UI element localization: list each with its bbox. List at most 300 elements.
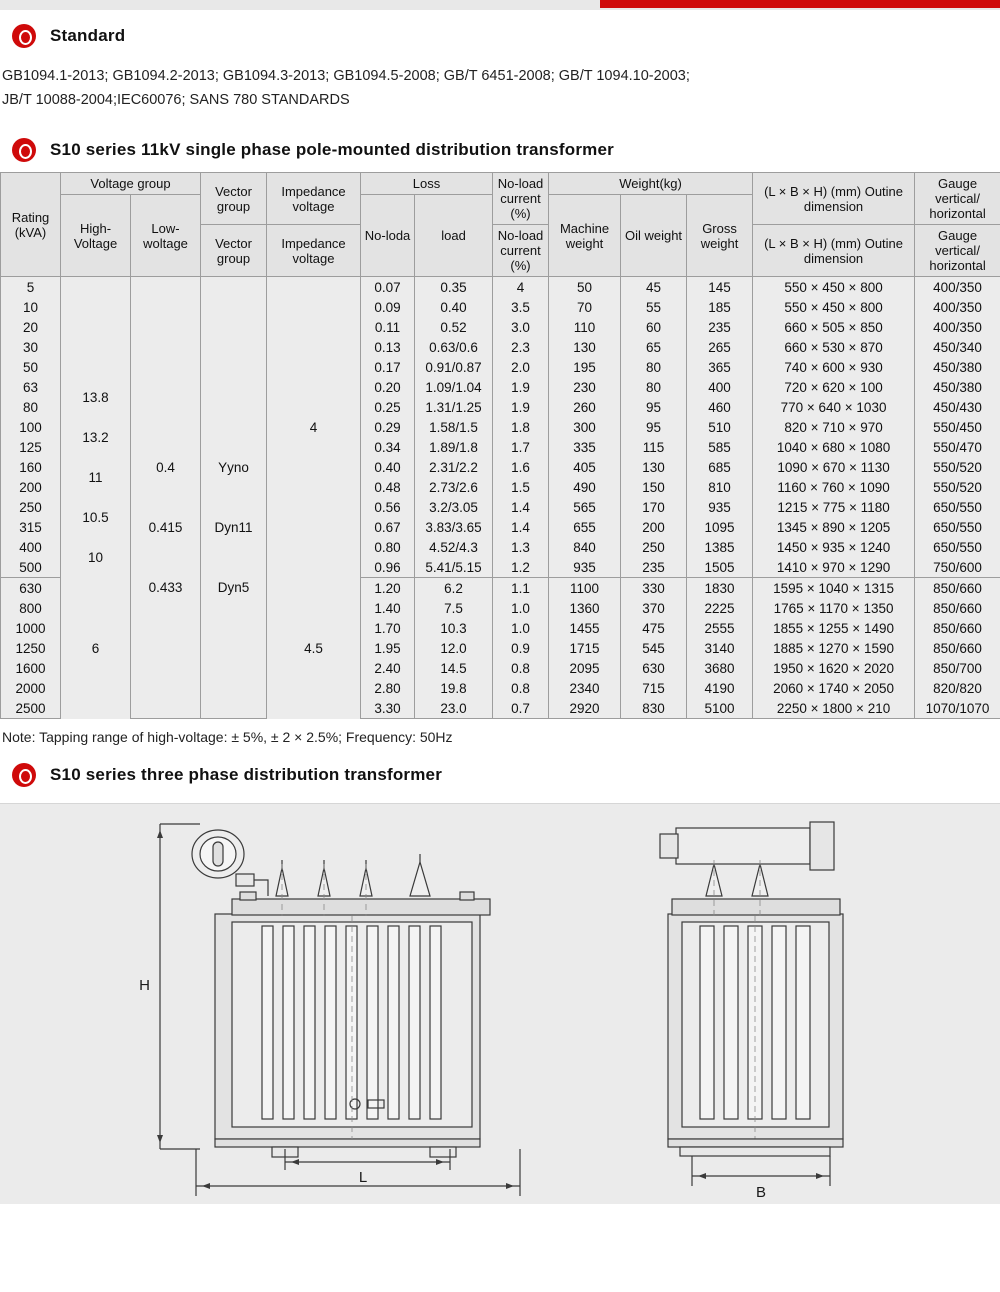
cell-oil-weight: 55 [621, 297, 687, 317]
cell-loss-noload: 0.40 [361, 457, 415, 477]
cell-oil-weight: 60 [621, 317, 687, 337]
cell-gross-weight: 935 [687, 497, 753, 517]
table-row [1, 638, 1000, 658]
cell-loss-load: 1.09/1.04 [415, 377, 493, 397]
cell-noload-current: 1.4 [493, 517, 549, 537]
cell-vector-group: Dyn11 [201, 497, 267, 557]
cell-noload-current: 1.1 [493, 578, 549, 599]
cell-loss-load: 1.31/1.25 [415, 397, 493, 417]
cell-loss-noload: 0.09 [361, 297, 415, 317]
cell-oil-weight: 115 [621, 437, 687, 457]
cell-gauge: 550/520 [915, 457, 1000, 477]
cell-gross-weight: 365 [687, 357, 753, 377]
cell-loss-load: 0.52 [415, 317, 493, 337]
cell-impedance-voltage: 4.5 [267, 578, 361, 719]
cell-machine-weight: 490 [549, 477, 621, 497]
cell-vector-group [201, 638, 267, 658]
cell-gross-weight: 265 [687, 337, 753, 357]
cell-impedance-voltage: 4 [267, 277, 361, 578]
cell-rating: 200 [1, 477, 61, 497]
cell-gross-weight: 1830 [687, 578, 753, 599]
cell-gauge: 550/470 [915, 437, 1000, 457]
cell-loss-noload: 0.29 [361, 417, 415, 437]
cell-outline-dimension: 720 × 620 × 100 [753, 377, 915, 397]
cell-low-voltage: 0.415 [131, 497, 201, 557]
cell-outline-dimension: 2060 × 1740 × 2050 [753, 678, 915, 698]
cell-gauge: 450/380 [915, 377, 1000, 397]
table-row [1, 618, 1000, 638]
cell-noload-current: 0.8 [493, 678, 549, 698]
cell-gross-weight: 145 [687, 277, 753, 298]
cell-outline-dimension: 660 × 505 × 850 [753, 317, 915, 337]
cell-loss-noload: 2.40 [361, 658, 415, 678]
cell-machine-weight: 935 [549, 557, 621, 578]
cell-oil-weight: 45 [621, 277, 687, 298]
cell-rating: 1000 [1, 618, 61, 638]
cell-noload-current: 4 [493, 277, 549, 298]
cell-low-voltage: 0.4 [131, 437, 201, 497]
cell-gross-weight: 185 [687, 297, 753, 317]
th-high-voltage: High-Voltage [61, 195, 131, 277]
cell-loss-load: 2.73/2.6 [415, 477, 493, 497]
th-impedance-voltage: Impedance voltage [267, 173, 361, 225]
section-header-standard [0, 10, 1000, 58]
cell-oil-weight: 200 [621, 517, 687, 537]
cell-rating: 2000 [1, 678, 61, 698]
cell-outline-dimension: 1595 × 1040 × 1315 [753, 578, 915, 599]
cell-outline-dimension: 550 × 450 × 800 [753, 277, 915, 298]
cell-machine-weight: 2920 [549, 698, 621, 719]
cell-low-voltage [131, 618, 201, 638]
cell-outline-dimension: 1160 × 760 × 1090 [753, 477, 915, 497]
cell-machine-weight: 300 [549, 417, 621, 437]
spec-table [0, 172, 1000, 719]
cell-rating: 315 [1, 517, 61, 537]
cell-machine-weight: 2340 [549, 678, 621, 698]
standard-text-line2: JB/T 10088-2004;IEC60076; SANS 780 STANDARDS [2, 92, 350, 108]
cell-loss-load: 19.8 [415, 678, 493, 698]
table-body [1, 277, 1000, 719]
cell-oil-weight: 95 [621, 397, 687, 417]
cell-rating: 20 [1, 317, 61, 337]
cell-oil-weight: 250 [621, 537, 687, 557]
cell-oil-weight: 65 [621, 337, 687, 357]
cell-rating: 30 [1, 337, 61, 357]
cell-loss-noload: 0.25 [361, 397, 415, 417]
cell-gross-weight: 5100 [687, 698, 753, 719]
table-row [1, 397, 1000, 417]
cell-loss-noload: 0.48 [361, 477, 415, 497]
cell-high-voltage [61, 297, 131, 317]
cell-loss-noload: 0.13 [361, 337, 415, 357]
cell-loss-load: 6.2 [415, 578, 493, 599]
cell-outline-dimension: 1855 × 1255 × 1490 [753, 618, 915, 638]
cell-gross-weight: 4190 [687, 678, 753, 698]
cell-machine-weight: 1715 [549, 638, 621, 658]
dimension-label-b: B [755, 1184, 767, 1201]
standard-text-line1: GB1094.1-2013; GB1094.2-2013; GB1094.3-2013; GB1094.5-2008; GB/T 6451-2008; GB/T 1094.10-2003; [2, 68, 690, 84]
cell-loss-load: 10.3 [415, 618, 493, 638]
cell-loss-noload: 1.95 [361, 638, 415, 658]
cell-loss-load: 2.31/2.2 [415, 457, 493, 477]
cell-gauge: 450/430 [915, 397, 1000, 417]
cell-loss-noload: 3.30 [361, 698, 415, 719]
cell-gross-weight: 460 [687, 397, 753, 417]
cell-outline-dimension: 1090 × 670 × 1130 [753, 457, 915, 477]
th-machine-weight: Machine weight [549, 195, 621, 277]
cell-vector-group [201, 357, 267, 377]
table-row [1, 277, 1000, 298]
cell-gauge: 650/550 [915, 497, 1000, 517]
cell-loss-load: 0.40 [415, 297, 493, 317]
table-row [1, 678, 1000, 698]
cell-high-voltage [61, 357, 131, 377]
cell-high-voltage: 10 [61, 537, 131, 578]
cell-machine-weight: 230 [549, 377, 621, 397]
cell-machine-weight: 260 [549, 397, 621, 417]
cell-rating: 1250 [1, 638, 61, 658]
cell-machine-weight: 840 [549, 537, 621, 557]
th-low-voltage: Low-woltage [131, 195, 201, 277]
table-note: Note: Tapping range of high-voltage: ± 5%, ± 2 × 2.5%; Frequency: 50Hz [2, 729, 453, 745]
cell-machine-weight: 70 [549, 297, 621, 317]
table-row [1, 698, 1000, 719]
cell-oil-weight: 630 [621, 658, 687, 678]
cell-rating: 50 [1, 357, 61, 377]
cell-vector-group [201, 317, 267, 337]
cell-rating: 100 [1, 417, 61, 437]
cell-loss-load: 0.91/0.87 [415, 357, 493, 377]
cell-outline-dimension: 2250 × 1800 × 210 [753, 698, 915, 719]
th-rating: Rating (kVA) [1, 173, 61, 277]
transformer-drawing [0, 803, 1000, 1204]
th-gauge-2: Gauge vertical/ horizontal [915, 225, 1000, 277]
target-circle-icon [12, 24, 36, 48]
cell-loss-load: 0.63/0.6 [415, 337, 493, 357]
cell-loss-noload: 1.20 [361, 578, 415, 599]
cell-noload-current: 1.4 [493, 497, 549, 517]
cell-machine-weight: 655 [549, 517, 621, 537]
cell-oil-weight: 80 [621, 377, 687, 397]
cell-noload-current: 1.2 [493, 557, 549, 578]
th-impedance-voltage-2: Impedance voltage [267, 225, 361, 277]
cell-noload-current: 0.7 [493, 698, 549, 719]
cell-machine-weight: 2095 [549, 658, 621, 678]
cell-high-voltage: 11 [61, 457, 131, 497]
cell-vector-group [201, 377, 267, 397]
cell-gross-weight: 510 [687, 417, 753, 437]
cell-rating: 630 [1, 578, 61, 599]
cell-gauge: 450/340 [915, 337, 1000, 357]
cell-outline-dimension: 1040 × 680 × 1080 [753, 437, 915, 457]
cell-low-voltage [131, 678, 201, 698]
cell-machine-weight: 335 [549, 437, 621, 457]
section-title-single-phase: S10 series 11kV single phase pole-mounted distribution transformer [50, 140, 614, 159]
cell-high-voltage [61, 317, 131, 337]
cell-gross-weight: 1505 [687, 557, 753, 578]
cell-outline-dimension: 1765 × 1170 × 1350 [753, 598, 915, 618]
th-outline-dimension: (L × B × H) (mm) Outine dimension [753, 173, 915, 225]
cell-vector-group [201, 618, 267, 638]
th-noload-current-2: No-load current (%) [493, 225, 549, 277]
cell-gauge: 650/550 [915, 517, 1000, 537]
cell-machine-weight: 405 [549, 457, 621, 477]
cell-loss-load: 7.5 [415, 598, 493, 618]
cell-loss-noload: 1.40 [361, 598, 415, 618]
cell-gauge: 550/450 [915, 417, 1000, 437]
cell-machine-weight: 1455 [549, 618, 621, 638]
top-red-bar [600, 0, 1000, 8]
cell-noload-current: 0.8 [493, 658, 549, 678]
cell-loss-noload: 2.80 [361, 678, 415, 698]
cell-outline-dimension: 1950 × 1620 × 2020 [753, 658, 915, 678]
cell-noload-current: 1.9 [493, 397, 549, 417]
cell-outline-dimension: 820 × 710 × 970 [753, 417, 915, 437]
cell-machine-weight: 110 [549, 317, 621, 337]
table-row [1, 437, 1000, 457]
cell-rating: 125 [1, 437, 61, 457]
cell-loss-load: 14.5 [415, 658, 493, 678]
cell-loss-noload: 0.67 [361, 517, 415, 537]
cell-rating: 400 [1, 537, 61, 557]
cell-gross-weight: 2555 [687, 618, 753, 638]
th-vector-group-2: Vector group [201, 225, 267, 277]
table-row [1, 317, 1000, 337]
cell-low-voltage [131, 317, 201, 337]
th-voltage-group: Voltage group [61, 173, 201, 195]
dimension-label-h: H [139, 977, 150, 994]
cell-noload-current: 1.7 [493, 437, 549, 457]
cell-low-voltage [131, 277, 201, 298]
cell-vector-group [201, 698, 267, 719]
target-circle-icon [12, 138, 36, 162]
th-loss: Loss [361, 173, 493, 195]
cell-noload-current: 2.0 [493, 357, 549, 377]
cell-high-voltage: 6 [61, 578, 131, 719]
cell-oil-weight: 330 [621, 578, 687, 599]
cell-gauge: 400/350 [915, 277, 1000, 298]
cell-gauge: 750/600 [915, 557, 1000, 578]
cell-gross-weight: 685 [687, 457, 753, 477]
cell-oil-weight: 170 [621, 497, 687, 517]
cell-machine-weight: 195 [549, 357, 621, 377]
section-header-three-phase [0, 749, 1000, 797]
cell-outline-dimension: 1345 × 890 × 1205 [753, 517, 915, 537]
cell-gross-weight: 810 [687, 477, 753, 497]
cell-gross-weight: 2225 [687, 598, 753, 618]
cell-gross-weight: 585 [687, 437, 753, 457]
cell-outline-dimension: 770 × 640 × 1030 [753, 397, 915, 417]
cell-loss-noload: 0.34 [361, 437, 415, 457]
cell-loss-noload: 0.80 [361, 537, 415, 557]
cell-noload-current: 1.5 [493, 477, 549, 497]
section-header-single-phase [0, 124, 1000, 172]
cell-gross-weight: 1385 [687, 537, 753, 557]
cell-noload-current: 1.9 [493, 377, 549, 397]
cell-rating: 80 [1, 397, 61, 417]
cell-high-voltage: 10.5 [61, 497, 131, 537]
transformer-outline-svg [0, 804, 1000, 1204]
cell-outline-dimension: 660 × 530 × 870 [753, 337, 915, 357]
cell-low-voltage [131, 698, 201, 719]
cell-rating: 250 [1, 497, 61, 517]
cell-gauge: 850/660 [915, 618, 1000, 638]
th-loss-load: load [415, 195, 493, 277]
cell-low-voltage [131, 337, 201, 357]
th-outline-dimension-2: (L × B × H) (mm) Outine dimension [753, 225, 915, 277]
target-circle-icon [12, 763, 36, 787]
table-row [1, 377, 1000, 397]
cell-gross-weight: 3680 [687, 658, 753, 678]
cell-gauge: 400/350 [915, 297, 1000, 317]
cell-low-voltage [131, 397, 201, 417]
cell-noload-current: 0.9 [493, 638, 549, 658]
cell-high-voltage [61, 277, 131, 298]
cell-gauge: 550/520 [915, 477, 1000, 497]
cell-oil-weight: 475 [621, 618, 687, 638]
table-head [1, 173, 1000, 277]
dimension-label-l: L [358, 1169, 368, 1186]
cell-vector-group [201, 277, 267, 298]
cell-rating: 63 [1, 377, 61, 397]
th-weight: Weight(kg) [549, 173, 753, 195]
cell-loss-noload: 0.11 [361, 317, 415, 337]
cell-loss-noload: 0.07 [361, 277, 415, 298]
cell-gauge: 820/820 [915, 678, 1000, 698]
cell-noload-current: 1.8 [493, 417, 549, 437]
cell-gauge: 1070/1070 [915, 698, 1000, 719]
table-row [1, 417, 1000, 437]
cell-machine-weight: 565 [549, 497, 621, 517]
cell-vector-group [201, 678, 267, 698]
cell-vector-group [201, 397, 267, 417]
cell-oil-weight: 715 [621, 678, 687, 698]
cell-loss-load: 23.0 [415, 698, 493, 719]
cell-oil-weight: 95 [621, 417, 687, 437]
cell-oil-weight: 830 [621, 698, 687, 719]
cell-high-voltage: 13.8 [61, 377, 131, 417]
page-title: Standard [50, 26, 126, 45]
cell-gauge: 850/660 [915, 638, 1000, 658]
cell-gauge: 850/700 [915, 658, 1000, 678]
cell-oil-weight: 80 [621, 357, 687, 377]
cell-machine-weight: 1360 [549, 598, 621, 618]
section-title-three-phase: S10 series three phase distribution transformer [50, 765, 443, 784]
cell-high-voltage: 13.2 [61, 417, 131, 457]
cell-loss-noload: 0.56 [361, 497, 415, 517]
cell-noload-current: 1.3 [493, 537, 549, 557]
table-row [1, 497, 1000, 517]
cell-vector-group: Yyno [201, 437, 267, 497]
cell-noload-current: 1.6 [493, 457, 549, 477]
cell-loss-load: 12.0 [415, 638, 493, 658]
cell-rating: 2500 [1, 698, 61, 719]
table-row [1, 357, 1000, 377]
cell-rating: 1600 [1, 658, 61, 678]
cell-loss-load: 0.35 [415, 277, 493, 298]
cell-vector-group [201, 297, 267, 317]
cell-loss-noload: 1.70 [361, 618, 415, 638]
cell-vector-group [201, 658, 267, 678]
cell-rating: 160 [1, 457, 61, 477]
cell-low-voltage [131, 417, 201, 437]
cell-vector-group: Dyn5 [201, 557, 267, 618]
table-row [1, 557, 1000, 578]
cell-noload-current: 1.0 [493, 598, 549, 618]
cell-outline-dimension: 1410 × 970 × 1290 [753, 557, 915, 578]
cell-high-voltage [61, 337, 131, 357]
th-loss-noload: No-loda [361, 195, 415, 277]
cell-machine-weight: 1100 [549, 578, 621, 599]
table-row [1, 297, 1000, 317]
cell-low-voltage: 0.433 [131, 557, 201, 618]
cell-loss-load: 3.83/3.65 [415, 517, 493, 537]
cell-loss-noload: 0.96 [361, 557, 415, 578]
cell-rating: 5 [1, 277, 61, 298]
cell-gross-weight: 1095 [687, 517, 753, 537]
cell-oil-weight: 235 [621, 557, 687, 578]
cell-gross-weight: 3140 [687, 638, 753, 658]
cell-oil-weight: 545 [621, 638, 687, 658]
cell-vector-group [201, 337, 267, 357]
cell-outline-dimension: 1450 × 935 × 1240 [753, 537, 915, 557]
cell-rating: 800 [1, 598, 61, 618]
cell-gross-weight: 235 [687, 317, 753, 337]
cell-gauge: 450/380 [915, 357, 1000, 377]
table-row [1, 337, 1000, 357]
cell-loss-noload: 0.20 [361, 377, 415, 397]
cell-loss-load: 1.89/1.8 [415, 437, 493, 457]
cell-gauge: 850/660 [915, 598, 1000, 618]
cell-noload-current: 3.0 [493, 317, 549, 337]
cell-oil-weight: 150 [621, 477, 687, 497]
cell-low-voltage [131, 357, 201, 377]
standard-text [0, 58, 1000, 124]
cell-loss-load: 1.58/1.5 [415, 417, 493, 437]
cell-gauge: 650/550 [915, 537, 1000, 557]
cell-outline-dimension: 1885 × 1270 × 1590 [753, 638, 915, 658]
cell-gauge: 400/350 [915, 317, 1000, 337]
cell-noload-current: 1.0 [493, 618, 549, 638]
cell-machine-weight: 130 [549, 337, 621, 357]
cell-machine-weight: 50 [549, 277, 621, 298]
table-row [1, 658, 1000, 678]
cell-rating: 500 [1, 557, 61, 578]
cell-low-voltage [131, 297, 201, 317]
th-oil-weight: Oil weight [621, 195, 687, 277]
th-vector-group: Vector group [201, 173, 267, 225]
cell-loss-noload: 0.17 [361, 357, 415, 377]
cell-noload-current: 3.5 [493, 297, 549, 317]
cell-oil-weight: 130 [621, 457, 687, 477]
cell-outline-dimension: 740 × 600 × 930 [753, 357, 915, 377]
cell-gauge: 850/660 [915, 578, 1000, 599]
cell-rating: 10 [1, 297, 61, 317]
cell-outline-dimension: 1215 × 775 × 1180 [753, 497, 915, 517]
cell-vector-group [201, 417, 267, 437]
cell-loss-load: 3.2/3.05 [415, 497, 493, 517]
cell-low-voltage [131, 377, 201, 397]
cell-gross-weight: 400 [687, 377, 753, 397]
cell-noload-current: 2.3 [493, 337, 549, 357]
cell-loss-load: 4.52/4.3 [415, 537, 493, 557]
cell-oil-weight: 370 [621, 598, 687, 618]
cell-outline-dimension: 550 × 450 × 800 [753, 297, 915, 317]
cell-loss-load: 5.41/5.15 [415, 557, 493, 578]
th-noload-current: No-load current (%) [493, 173, 549, 225]
cell-low-voltage [131, 658, 201, 678]
th-gauge: Gauge vertical/ horizontal [915, 173, 1000, 225]
